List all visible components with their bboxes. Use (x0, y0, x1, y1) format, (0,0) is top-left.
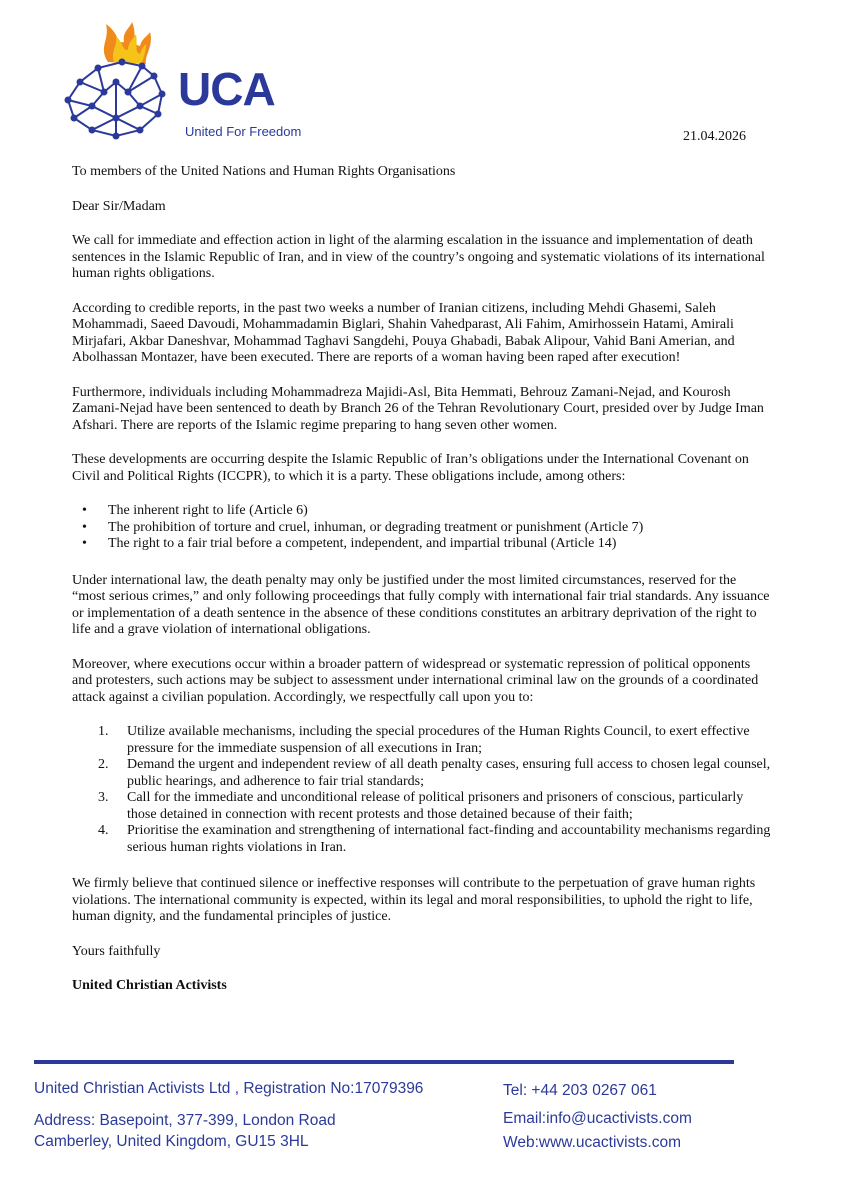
list-item-text: Prioritise the examination and strengthening of international fact-finding and accountability mechanisms regarding serious human rights violations in Iran. (127, 823, 771, 855)
list-item: • The prohibition of torture and cruel, inhuman, or degrading treatment or punishment (Article 7) (72, 520, 772, 537)
brand-tagline: United For Freedom (185, 124, 302, 139)
list-number: 1. (98, 724, 109, 739)
list-number: 3. (98, 790, 109, 805)
list-number: 4. (98, 823, 109, 838)
footer-email: Email:info@ucactivists.com (503, 1110, 692, 1127)
list-item: • The right to a fair trial before a competent, independent, and impartial tribunal (Article 14) (72, 536, 772, 553)
signatory: United Christian Activists (72, 978, 227, 993)
list-number: 2. (98, 757, 109, 772)
footer-address-line1: Address: Basepoint, 377-399, London Road (34, 1112, 336, 1129)
paragraph: We firmly believe that continued silence or ineffective responses will contribute to the perpetuation of grave human rights violations. The international community is expected, within its legal and moral responsibilities, to uphold the right to life, human dignity, and the fundamental principles of justice. (72, 876, 756, 924)
footer-company: United Christian Activists Ltd , Registration No:17079396 (34, 1080, 424, 1097)
footer-address-line2: Camberley, United Kingdom, GU15 3HL (34, 1133, 309, 1150)
closing: Yours faithfully (72, 943, 161, 959)
list-item (72, 757, 772, 790)
salutation: Dear Sir/Madam (72, 198, 166, 214)
letter-body (72, 164, 772, 1013)
paragraph: We call for immediate and effection action in light of the alarming escalation in the issuance and implementation of death sentences in the Islamic Republic of Iran, and in view of the country’s ongoing and systematic violations of its international human rights obligations. (72, 233, 765, 281)
paragraph: These developments are occurring despite the Islamic Republic of Iran’s obligations under the International Covenant on Civil and Political Rights (ICCPR), to which it is a party. These obligations include, among others: (72, 452, 749, 484)
letter-date: 21.04.2026 (683, 129, 746, 144)
footer-tel: Tel: +44 203 0267 061 (503, 1082, 657, 1099)
list-item-text: Call for the immediate and unconditional release of political prisoners and prisoners of conscious, particularly those detained in connection with recent protests and those detained because of their faith; (127, 790, 744, 822)
list-item (72, 724, 772, 757)
list-item (72, 790, 772, 823)
list-item-text: Utilize available mechanisms, including the special procedures of the Human Rights Council, to exert effective pressure for the immediate suspension of all executions in Iran; (127, 724, 750, 756)
list-item (72, 823, 772, 856)
lion-flame-icon (58, 22, 188, 142)
paragraph: Under international law, the death penalty may only be justified under the most limited circumstances, reserved for the “most serious crimes,” and only following proceedings that fully comply with international fair trial standards. Any issuance or implementation of a death sentence in the absence of these conditions constitutes an arbitrary deprivation of the right to life and a grave violation of international obligations. (72, 572, 770, 637)
list-item: • The inherent right to life (Article 6) (72, 503, 772, 520)
footer-web: Web:www.ucactivists.com (503, 1134, 682, 1151)
list-item-text: Demand the urgent and independent review of all death penalty cases, ensuring full access to chosen legal counsel, public hearings, and adherence to fair trial standards; (127, 757, 771, 789)
paragraph: According to credible reports, in the past two weeks a number of Iranian citizens, including Mehdi Ghasemi, Saleh Mohammadi, Saeed Davoudi, Mohammadamin Biglari, Shahin Vahedparast, Ali Fahim, Amirhossein Hatami, Amirali Mirjafari, Akbar Daneshvar, Mohammad Taghavi Sangdehi, Pouya Ghabadi, Babak Alipour, Vahid Bani Amerian, and Abolhassan Montazer, have been executed. There are reports of a woman having been raped after execution! (72, 300, 735, 365)
calls-list (72, 724, 772, 856)
paragraph: Furthermore, individuals including Mohammadreza Majidi-Asl, Bita Hemmati, Behrouz Zamani-Nejad, and Kourosh Zamani-Nejad have been sentenced to death by Branch 26 of the Tehran Revolutionary Court, presided over by Judge Iman Afshari. There are reports of the Islamic regime preparing to hang seven other women. (72, 384, 764, 433)
recipient-line: To members of the United Nations and Human Rights Organisations (72, 164, 456, 179)
footer-divider (34, 1060, 734, 1064)
brand-name: UCA (178, 63, 275, 115)
rights-list (72, 503, 772, 553)
paragraph: Moreover, where executions occur within a broader pattern of widespread or systematic repression of political opponents and protesters, such actions may be subject to assessment under international criminal law on the grounds of a coordinated attack against a civilian population. Accordingly, we respectfully call upon you to: (72, 656, 759, 705)
